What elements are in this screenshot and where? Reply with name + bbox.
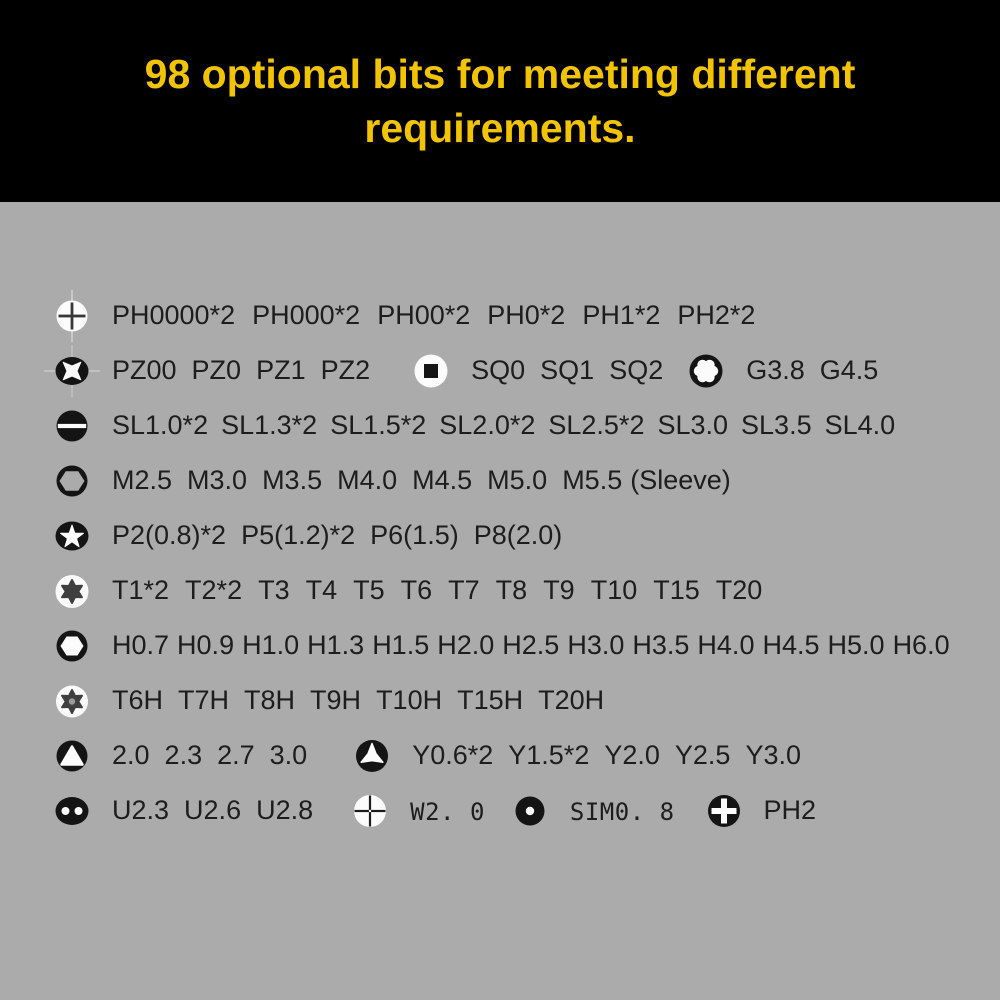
bit-row-segment [351,792,485,830]
bit-size-label: T8 [495,575,528,605]
bit-size-label: P6(1.5) [370,520,459,550]
bit-row-segment [511,792,675,830]
bit-size-list [412,740,801,771]
bit-size-list [112,520,562,551]
bit-list [0,202,1000,838]
hex-key-icon [53,627,91,665]
torx-star-icon [53,572,91,610]
bit-size-label: SIM0. 8 [569,797,675,826]
bit-row-segment [705,792,817,830]
slotted-flat-icon [53,407,91,445]
bit-row-segment [53,627,950,665]
bit-row [0,618,1000,673]
phillips-filled-icon [705,792,743,830]
bit-size-label: PZ0 [191,355,242,385]
bit-row-segment [53,682,604,720]
bit-size-label: W2. 0 [410,797,485,826]
bit-size-label: T9 [543,575,575,605]
bit-size-label: M4.5 [412,465,473,495]
bit-size-label: SQ0 [471,355,526,385]
bit-size-label: PZ00 [112,355,177,385]
bit-size-label: PZ2 [320,355,371,385]
bit-row [0,728,1000,783]
bit-size-list [112,410,895,441]
bit-size-label: H0.7 [112,630,170,660]
bit-row [0,398,1000,453]
bit-row [0,288,1000,343]
bit-size-label: 3.0 [269,740,308,770]
hex-socket-icon [53,462,91,500]
bit-row-segment [53,517,562,555]
bit-size-label: H3.5 [632,630,690,660]
bit-size-list [570,797,675,825]
bit-size-label: T7 [448,575,480,605]
bit-size-label: U2.6 [184,795,242,825]
bit-size-label: 2.0 [112,740,150,770]
bit-size-list [764,795,817,826]
bit-size-label: T3 [258,575,290,605]
bit-row-segment [53,462,731,500]
bit-size-label: SL3.5 [741,410,812,440]
bit-size-label: T15H [457,685,524,715]
bit-size-label: SL2.5*2 [548,410,645,440]
bit-size-list [410,797,485,825]
bit-row-segment [53,352,370,390]
bit-row [0,453,1000,508]
triangle-bit-icon [53,737,91,775]
bit-size-label: T2*2 [185,575,243,605]
bit-size-list [112,795,313,826]
bit-size-label: T7H [178,685,230,715]
bit-size-label: PH000*2 [252,300,361,330]
clover-torx-plus-icon [687,352,725,390]
bit-size-label: SL1.3*2 [221,410,318,440]
bit-size-label: T10H [376,685,443,715]
bit-row-segment [53,792,313,830]
phillips-cross-icon [53,297,91,335]
bit-size-label: M2.5 [112,465,173,495]
bit-row [0,673,1000,728]
bit-size-label: T8H [244,685,296,715]
bit-size-label: PH2*2 [677,300,756,330]
bit-size-label: SQ1 [540,355,595,385]
bit-row-segment [687,352,878,390]
bit-size-label: SL2.0*2 [439,410,536,440]
bit-size-label: PH0*2 [487,300,566,330]
bit-size-label: PH00*2 [377,300,471,330]
bit-size-list [112,575,762,606]
bit-size-label: H3.0 [567,630,625,660]
bit-size-label: Y3.0 [745,740,801,770]
bit-size-label: P2(0.8)*2 [112,520,227,550]
bit-size-list [112,465,731,496]
bit-size-label: G4.5 [819,355,879,385]
bit-size-label: T6 [400,575,433,605]
bit-row-segment [53,572,762,610]
bit-size-label: 2.3 [164,740,203,770]
bit-size-label: (Sleeve) [630,465,731,495]
torx-security-icon [53,682,91,720]
square-bit-icon [412,352,450,390]
headline-line-1: 98 optional bits for meeting different [144,51,856,97]
bit-size-label: H1.0 [242,630,300,660]
bit-size-label: H4.5 [762,630,820,660]
bit-size-label: SL3.0 [657,410,729,440]
headline-line-2: requirements. [364,105,636,151]
bit-size-label: H2.0 [437,630,495,660]
bit-row [0,783,1000,838]
bit-size-label: Y2.5 [674,740,731,770]
bit-size-label: PZ1 [256,355,306,385]
bit-size-list [471,355,663,386]
bit-size-label: H6.0 [892,630,950,660]
bit-size-label: H0.9 [177,630,235,660]
bit-size-label: Y1.5*2 [508,740,590,770]
bit-size-label: T20 [715,575,763,605]
bit-size-label: H5.0 [827,630,885,660]
bit-size-list [112,685,604,716]
bit-size-label: Y0.6*2 [412,740,494,770]
bit-size-label: T1*2 [112,575,170,605]
bit-row-segment [53,737,307,775]
bit-row-segment [353,737,801,775]
bit-size-label: H1.5 [372,630,430,660]
bit-row-segment [53,407,895,445]
pozidriv-icon [53,352,91,390]
bit-size-label: SL1.0*2 [112,410,209,440]
five-point-star-icon [53,517,91,555]
bit-row [0,508,1000,563]
bit-size-label: SL4.0 [824,410,896,440]
bit-size-label: U2.3 [112,795,170,825]
bit-size-label: SQ2 [609,355,664,385]
bit-size-label: 2.7 [217,740,255,770]
bit-row-segment [53,297,755,335]
bit-size-list [746,355,878,386]
bit-size-label: T15 [653,575,700,605]
header-banner [0,0,1000,202]
bit-size-label: P5(1.2)*2 [241,520,356,550]
bit-size-label: T5 [353,575,385,605]
bit-size-label: Y2.0 [604,740,660,770]
bit-size-label: G3.8 [746,355,805,385]
bit-size-label: PH2 [763,795,817,825]
bit-size-label: M4.0 [337,465,398,495]
bit-size-label: T6H [112,685,164,715]
bit-size-label: H4.0 [697,630,755,660]
bit-size-label: U2.8 [256,795,314,825]
bit-size-list [112,355,370,386]
bit-size-label: M5.5 [562,465,623,495]
bit-size-list [112,630,950,661]
bit-size-label: T10 [590,575,638,605]
y-type-icon [353,737,391,775]
u-type-spanner-icon [53,792,91,830]
bit-row-segment [412,352,663,390]
bit-size-label: T4 [305,575,338,605]
bit-size-label: T9H [310,685,362,715]
sim-pin-icon [511,792,549,830]
thin-cross-icon [351,792,389,830]
bit-size-label: H1.3 [307,630,365,660]
bit-size-list [112,740,307,771]
bit-size-label: M3.0 [187,465,248,495]
bit-size-label: H2.5 [502,630,560,660]
bit-size-label: PH1*2 [582,300,661,330]
bit-size-label: M3.5 [262,465,323,495]
bit-size-label: T20H [538,685,605,715]
bit-size-label: M5.0 [487,465,548,495]
bit-size-label: PH0000*2 [112,300,236,330]
bit-size-list [112,300,755,331]
bit-size-label: P8(2.0) [473,520,563,550]
bit-size-label: SL1.5*2 [330,410,427,440]
bit-row [0,563,1000,618]
bit-row [0,343,1000,398]
